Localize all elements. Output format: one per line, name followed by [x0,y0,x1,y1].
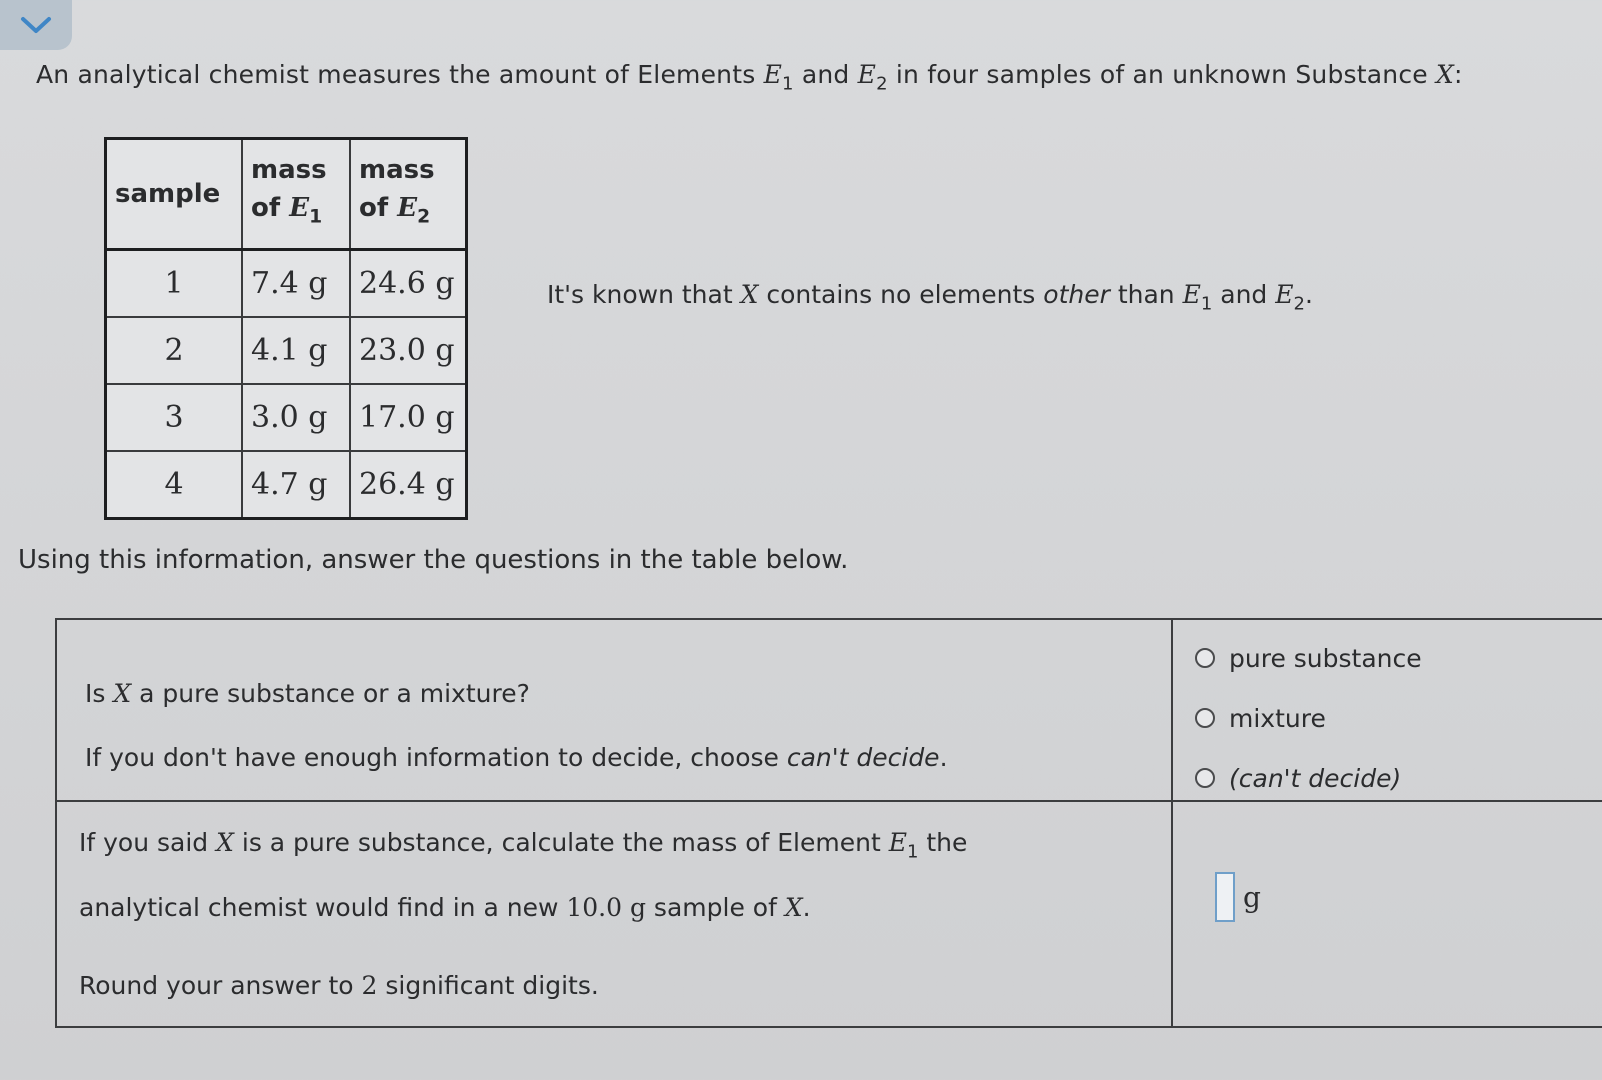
option-mixture[interactable]: mixture [1195,688,1422,748]
column-divider [1171,620,1173,1028]
sample-number: 1 [106,250,243,318]
table-row [106,317,467,384]
mass-data-table [104,137,468,520]
mass-answer-input[interactable] [1215,872,1235,922]
mass-e1-value: 3.0 g [242,384,350,451]
option-pure-substance[interactable]: pure substance [1195,628,1422,688]
question-table [55,618,1602,1028]
substance-options [1195,628,1422,808]
header-mass-e2: mass of $E_2$ [350,139,467,250]
table-row [106,384,467,451]
header-sample: sample [106,139,243,250]
instruction-text: Using this information, answer the questions in the table below. [18,545,849,575]
table-row [106,250,467,318]
table-row [106,451,467,519]
radio-button[interactable] [1195,708,1215,728]
mass-e2-value: 23.0 g [350,317,467,384]
mass-e2-value: 24.6 g [350,250,467,318]
problem-intro: An analytical chemist measures the amount of Elements $E_1$ and $E_2$ in four samples of an unknown Substance X: [36,60,1463,95]
answer-field-group [1215,872,1261,922]
mass-e2-value: 17.0 g [350,384,467,451]
option-cant-decide[interactable]: (can't decide) [1195,748,1422,808]
collapse-button[interactable] [0,0,72,50]
radio-button[interactable] [1195,768,1215,788]
mass-e1-value: 7.4 g [242,250,350,318]
chevron-down-icon [19,14,53,36]
mass-e1-value: 4.7 g [242,451,350,519]
known-statement: It's known that X contains no elements other than $E_1$ and $E_2$. [547,280,1313,315]
question-mass-calculation: If you said X is a pure substance, calculate the mass of Element $E_1$ the analytical chemist would find in a new 10.0 g sample of X. Round your answer to 2 significant digits. [79,828,968,1001]
radio-button[interactable] [1195,648,1215,668]
header-mass-e1: mass of $E_1$ [242,139,350,250]
mass-e2-value: 26.4 g [350,451,467,519]
sample-number: 2 [106,317,243,384]
sample-number: 4 [106,451,243,519]
mass-e1-value: 4.1 g [242,317,350,384]
sample-number: 3 [106,384,243,451]
unit-label: g [1243,880,1261,914]
question-pure-or-mixture: Is X a pure substance or a mixture? If you don't have enough information to decide, choose can't decide. [85,679,948,772]
